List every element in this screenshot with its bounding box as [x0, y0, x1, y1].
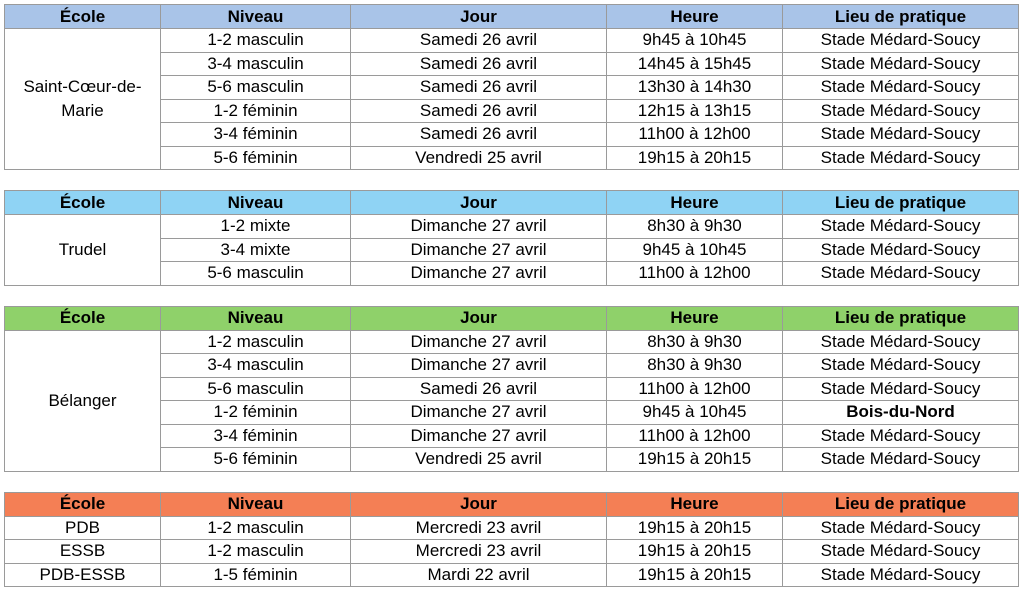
niveau-cell: 3-4 masculin: [161, 52, 351, 76]
header-jour: Jour: [351, 5, 607, 29]
heure-cell: 11h00 à 12h00: [607, 424, 783, 448]
jour-cell: Dimanche 27 avril: [351, 354, 607, 378]
heure-cell: 14h45 à 15h45: [607, 52, 783, 76]
header-jour: Jour: [351, 492, 607, 516]
lieu-cell: Stade Médard-Soucy: [783, 448, 1019, 472]
heure-cell: 19h15 à 20h15: [607, 563, 783, 587]
jour-cell: Vendredi 25 avril: [351, 146, 607, 170]
niveau-cell: 5-6 masculin: [161, 76, 351, 100]
heure-cell: 9h45 à 10h45: [607, 238, 783, 262]
lieu-cell: Stade Médard-Soucy: [783, 123, 1019, 147]
header-row: [5, 191, 1019, 215]
jour-cell: Dimanche 27 avril: [351, 424, 607, 448]
lieu-cell: Stade Médard-Soucy: [783, 52, 1019, 76]
heure-cell: 19h15 à 20h15: [607, 146, 783, 170]
header-lieu: Lieu de pratique: [783, 492, 1019, 516]
niveau-cell: 1-2 masculin: [161, 516, 351, 540]
lieu-cell-highlight: Bois-du-Nord: [783, 401, 1019, 425]
jour-cell: Mercredi 23 avril: [351, 516, 607, 540]
jour-cell: Samedi 26 avril: [351, 123, 607, 147]
header-row: [5, 492, 1019, 516]
lieu-cell: Stade Médard-Soucy: [783, 146, 1019, 170]
header-jour: Jour: [351, 306, 607, 330]
niveau-cell: 5-6 féminin: [161, 448, 351, 472]
jour-cell: Samedi 26 avril: [351, 99, 607, 123]
heure-cell: 19h15 à 20h15: [607, 540, 783, 564]
heure-cell: 11h00 à 12h00: [607, 377, 783, 401]
section-gap: [5, 471, 1019, 492]
heure-cell: 12h15 à 13h15: [607, 99, 783, 123]
lieu-cell: Stade Médard-Soucy: [783, 99, 1019, 123]
table-row: [5, 29, 1019, 53]
section-trudel: [5, 191, 1019, 286]
lieu-cell: Stade Médard-Soucy: [783, 262, 1019, 286]
niveau-cell: 5-6 masculin: [161, 377, 351, 401]
header-lieu: Lieu de pratique: [783, 191, 1019, 215]
header-niveau: Niveau: [161, 306, 351, 330]
jour-cell: Samedi 26 avril: [351, 76, 607, 100]
jour-cell: Samedi 26 avril: [351, 29, 607, 53]
header-heure: Heure: [607, 191, 783, 215]
lieu-cell: Stade Médard-Soucy: [783, 238, 1019, 262]
header-heure: Heure: [607, 492, 783, 516]
header-lieu: Lieu de pratique: [783, 306, 1019, 330]
niveau-cell: 3-4 masculin: [161, 354, 351, 378]
lieu-cell: Stade Médard-Soucy: [783, 354, 1019, 378]
school-name: PDB: [5, 516, 161, 540]
heure-cell: 8h30 à 9h30: [607, 215, 783, 239]
section-pdb-essb: [5, 492, 1019, 587]
jour-cell: Mercredi 23 avril: [351, 540, 607, 564]
school-name: Saint-Cœur-de-Marie: [5, 29, 161, 170]
schedule-table: [4, 4, 1019, 587]
heure-cell: 8h30 à 9h30: [607, 354, 783, 378]
niveau-cell: 1-5 féminin: [161, 563, 351, 587]
jour-cell: Samedi 26 avril: [351, 52, 607, 76]
heure-cell: 9h45 à 10h45: [607, 29, 783, 53]
heure-cell: 9h45 à 10h45: [607, 401, 783, 425]
schedule-sheet: [4, 4, 1018, 587]
header-ecole: École: [5, 191, 161, 215]
header-jour: Jour: [351, 191, 607, 215]
header-row: [5, 306, 1019, 330]
school-name: ESSB: [5, 540, 161, 564]
heure-cell: 13h30 à 14h30: [607, 76, 783, 100]
header-ecole: École: [5, 492, 161, 516]
niveau-cell: 5-6 féminin: [161, 146, 351, 170]
heure-cell: 11h00 à 12h00: [607, 123, 783, 147]
niveau-cell: 1-2 masculin: [161, 540, 351, 564]
jour-cell: Dimanche 27 avril: [351, 215, 607, 239]
jour-cell: Samedi 26 avril: [351, 377, 607, 401]
niveau-cell: 1-2 féminin: [161, 99, 351, 123]
section-gap: [5, 170, 1019, 191]
header-row: [5, 5, 1019, 29]
header-heure: Heure: [607, 306, 783, 330]
heure-cell: 19h15 à 20h15: [607, 448, 783, 472]
heure-cell: 19h15 à 20h15: [607, 516, 783, 540]
table-row: [5, 516, 1019, 540]
niveau-cell: 1-2 masculin: [161, 29, 351, 53]
lieu-cell: Stade Médard-Soucy: [783, 330, 1019, 354]
header-niveau: Niveau: [161, 492, 351, 516]
header-heure: Heure: [607, 5, 783, 29]
heure-cell: 8h30 à 9h30: [607, 330, 783, 354]
jour-cell: Vendredi 25 avril: [351, 448, 607, 472]
header-niveau: Niveau: [161, 5, 351, 29]
niveau-cell: 3-4 féminin: [161, 123, 351, 147]
niveau-cell: 5-6 masculin: [161, 262, 351, 286]
header-ecole: École: [5, 5, 161, 29]
lieu-cell: Stade Médard-Soucy: [783, 377, 1019, 401]
lieu-cell: Stade Médard-Soucy: [783, 540, 1019, 564]
section-saint-coeur-de-marie: [5, 5, 1019, 170]
jour-cell: Mardi 22 avril: [351, 563, 607, 587]
table-row: [5, 330, 1019, 354]
jour-cell: Dimanche 27 avril: [351, 238, 607, 262]
table-row: [5, 563, 1019, 587]
jour-cell: Dimanche 27 avril: [351, 262, 607, 286]
header-niveau: Niveau: [161, 191, 351, 215]
school-name: Bélanger: [5, 330, 161, 471]
lieu-cell: Stade Médard-Soucy: [783, 29, 1019, 53]
niveau-cell: 1-2 mixte: [161, 215, 351, 239]
niveau-cell: 1-2 masculin: [161, 330, 351, 354]
school-name: Trudel: [5, 215, 161, 286]
table-row: [5, 215, 1019, 239]
niveau-cell: 3-4 féminin: [161, 424, 351, 448]
header-lieu: Lieu de pratique: [783, 5, 1019, 29]
section-belanger: [5, 306, 1019, 471]
jour-cell: Dimanche 27 avril: [351, 330, 607, 354]
jour-cell: Dimanche 27 avril: [351, 401, 607, 425]
heure-cell: 11h00 à 12h00: [607, 262, 783, 286]
lieu-cell: Stade Médard-Soucy: [783, 563, 1019, 587]
table-row: [5, 540, 1019, 564]
lieu-cell: Stade Médard-Soucy: [783, 516, 1019, 540]
niveau-cell: 1-2 féminin: [161, 401, 351, 425]
lieu-cell: Stade Médard-Soucy: [783, 76, 1019, 100]
niveau-cell: 3-4 mixte: [161, 238, 351, 262]
section-gap: [5, 285, 1019, 306]
school-name: PDB-ESSB: [5, 563, 161, 587]
lieu-cell: Stade Médard-Soucy: [783, 215, 1019, 239]
lieu-cell: Stade Médard-Soucy: [783, 424, 1019, 448]
header-ecole: École: [5, 306, 161, 330]
